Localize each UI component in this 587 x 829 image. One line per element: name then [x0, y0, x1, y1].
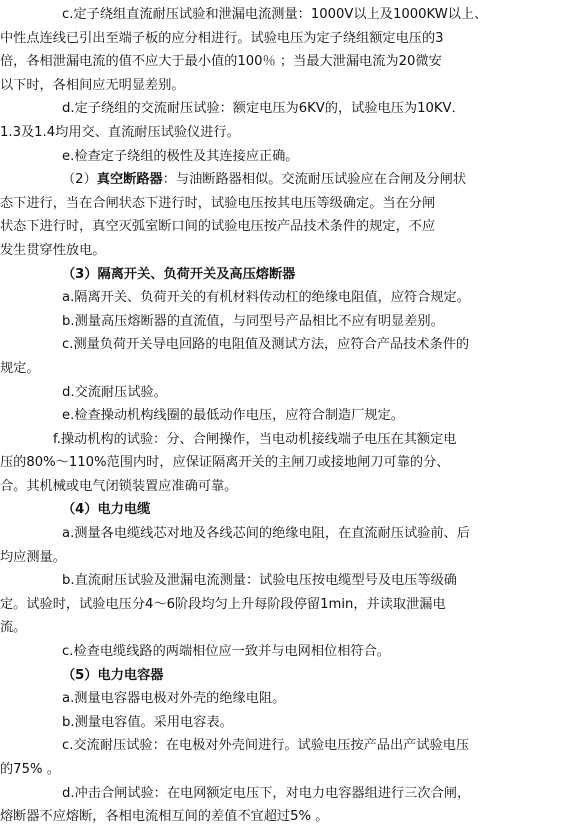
- text-line: 均应测量。: [0, 549, 66, 565]
- text-line: e.检查操动机构线圈的最低动作电压，应符合制造厂规定。: [62, 408, 404, 424]
- text-line: d.定子绕组的交流耐压试验：额定电压为6KV的，试验电压为10KV．: [62, 101, 465, 117]
- bold-term: 真空断路器: [96, 172, 163, 188]
- text-line: c.交流耐压试验：在电极对外壳间进行。试验电压按产品出产试验电压: [62, 738, 470, 754]
- text-line: [0, 168, 578, 192]
- text-line: 压的80%～110%范围内时，应保证隔离开关的主闸刀或接地闸刀可靠的分、: [0, 455, 450, 471]
- text-line: e.检查定子绕组的极性及其连接应正确。: [62, 148, 299, 164]
- text-line: 的75% 。: [0, 762, 60, 777]
- section-heading: （4）电力电缆: [62, 502, 151, 518]
- text-line: 合。其机械或电气闭锁装置应准确可靠。: [0, 478, 238, 494]
- text-line: 态下进行，当在合闸状态下进行时，试验电压按其电压等级确定。当在分闸: [0, 195, 436, 211]
- text-line: 以下时，各相间应无明显差别。: [0, 77, 185, 93]
- text-segment: （2）: [62, 172, 97, 188]
- text-line: c.检查电缆线路的两端相位应一致并与电网相位相符合。: [62, 644, 390, 660]
- text-line: d.交流耐压试验。: [62, 384, 167, 400]
- text-line: a.隔离开关、负荷开关的有机材料传动杠的绝缘电阻值，应符合规定。: [62, 290, 470, 306]
- text-line: 中性点连线已引出至端子板的应分相进行。试验电压为定子绕组额定电压的3: [0, 30, 444, 46]
- text-line: 规定。: [0, 360, 40, 376]
- section-heading: （3）隔离开关、负荷开关及高压熔断器: [62, 266, 296, 282]
- text-line: 倍，各相泄漏电流的值不应大于最小值的100％ ；当最大泄漏电流为20微安: [0, 54, 442, 70]
- text-line: d.冲击合闸试验：在电网额定电压下，对电力电容器组进行三次合闸，: [62, 785, 471, 801]
- text-line: 流。: [0, 620, 27, 636]
- text-line: b.直流耐压试验及泄漏电流测量：试验电压按电缆型号及电压等级确: [62, 573, 457, 589]
- text-line: 发生贯穿性放电。: [0, 242, 106, 258]
- text-line: 定。试验时，试验电压分4～6阶段均匀上升每阶段停留1min，并读取泄漏电: [0, 596, 446, 612]
- text-line: b.测量高压熔断器的直流值，与同型号产品相比不应有明显差别。: [62, 313, 444, 329]
- text-line: a.测量电容器电极对外壳的绝缘电阻。: [62, 691, 286, 707]
- text-line: c.测量负荷开关导电回路的电阻值及测试方法，应符合产品技术条件的: [62, 337, 470, 353]
- text-line: a.测量各电缆线芯对地及各线芯间的绝缘电阻，在直流耐压试验前、后: [62, 526, 470, 542]
- text-segment: ：与油断路器相似。交流耐压试验应在合闸及分闸状: [162, 172, 467, 188]
- text-line: c.定子绕组直流耐压试验和泄漏电流测量：1000V以上及1000KW以上、: [62, 7, 488, 22]
- text-line: 1.3及1.4均用交、直流耐压试验仪进行。: [0, 124, 240, 140]
- text-line: b.测量电容值。采用电容表。: [62, 714, 233, 730]
- text-line: 状态下进行时，真空灭弧室断口间的试验电压按产品技术条件的规定，不应: [0, 219, 436, 235]
- text-line: 熔断器不应熔断，各相电流相互间的差值不宜超过5% 。: [0, 809, 329, 825]
- text-line: f.操动机构的试验：分、合闸操作，当电动机接线端子电压在其额定电: [53, 431, 457, 447]
- section-heading: （5）电力电容器: [62, 667, 164, 683]
